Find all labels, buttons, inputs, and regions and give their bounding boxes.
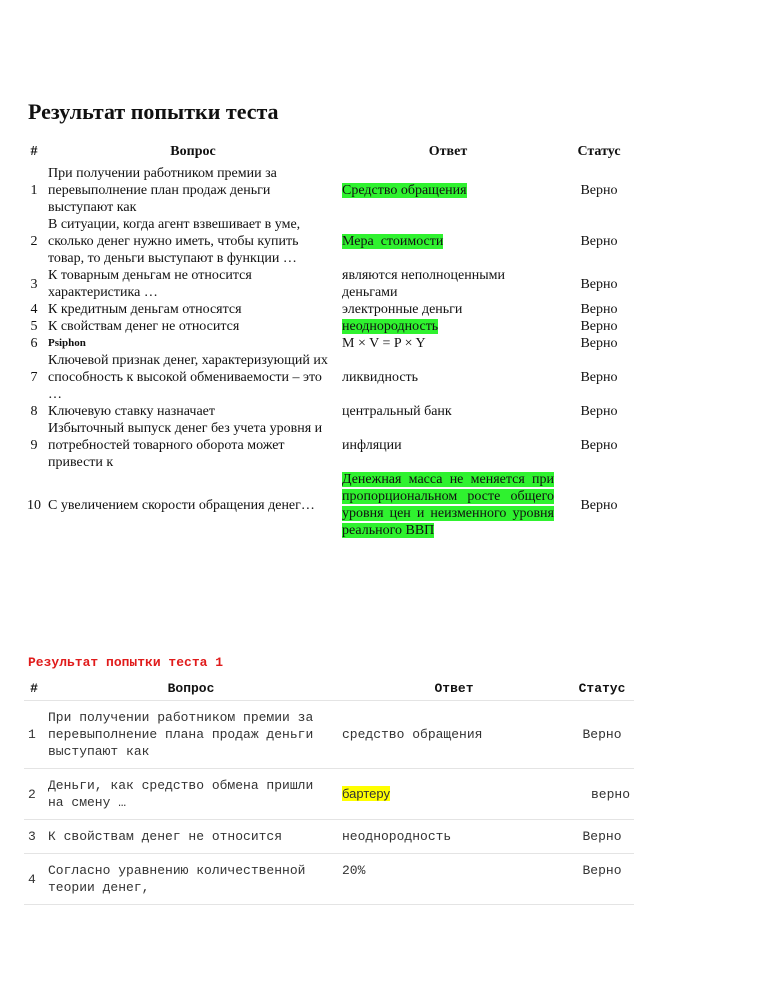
row-status: Верно: [570, 854, 634, 905]
header-answer: Ответ: [338, 676, 570, 701]
row-question: При получении работником премии за перевыполнение план продаж деньги выступают как: [48, 166, 277, 215]
header-status: Статус: [570, 676, 634, 701]
row-question: Psiphon: [48, 337, 86, 349]
row-num: 5: [30, 319, 38, 334]
section1-title: Результат попытки теста: [28, 99, 279, 124]
table-row: [24, 854, 634, 905]
row-question: К свойствам денег не относится: [44, 820, 338, 854]
row-status: Верно: [570, 820, 634, 854]
row-num: 9: [30, 438, 38, 453]
row-status: Верно: [580, 370, 618, 385]
table-header-row: [24, 676, 634, 701]
row-status: Верно: [580, 497, 618, 513]
answer-highlight: Мера стоимости: [342, 234, 444, 249]
row-answer: [340, 216, 556, 267]
header-num: #: [30, 143, 38, 159]
row-answer: [340, 165, 556, 216]
row-answer: [340, 318, 556, 335]
row-question: В ситуации, когда агент взвешивает в уме, сколько денег нужно иметь, чтобы купить товар, то деньги выступают в функции …: [48, 217, 301, 266]
row-num: 6: [30, 336, 38, 351]
row-question: К свойствам денег не относится: [48, 319, 240, 334]
header-num: #: [24, 676, 44, 701]
header-answer: Ответ: [428, 143, 468, 159]
row-question: Деньги, как средство обмена пришли на смену …: [44, 769, 338, 820]
table-row: [22, 301, 642, 318]
row-answer: 20%: [338, 854, 570, 905]
row-status: Верно: [580, 302, 618, 317]
row-answer: инфляции: [342, 438, 402, 453]
row-status: Верно: [580, 183, 618, 198]
row-status: Верно: [580, 336, 618, 351]
row-num: 10: [27, 497, 41, 513]
row-num: 1: [24, 701, 44, 769]
row-status: Верно: [580, 234, 618, 249]
row-question: С увеличением скорости обращения денег…: [48, 497, 315, 513]
answer-highlight: Денежная масса не меняется при пропорциональном росте общего уровня цен и неизменного уровня реального ВВП: [342, 472, 554, 538]
row-question: К кредитным деньгам относятся: [48, 302, 242, 317]
row-status: Верно: [580, 319, 618, 334]
row-status: верно: [570, 769, 634, 820]
section2-title: Результат попытки теста 1: [28, 655, 224, 670]
row-num: 1: [30, 183, 38, 198]
row-num: 4: [24, 854, 44, 905]
table-row: [22, 318, 642, 335]
row-status: Верно: [580, 438, 618, 453]
row-answer: центральный банк: [342, 404, 452, 419]
row-num: 2: [24, 769, 44, 820]
row-num: 8: [30, 404, 38, 419]
header-status: Статус: [577, 143, 621, 159]
row-answer: [340, 471, 556, 539]
table-row: [22, 165, 642, 216]
header-question: Вопрос: [170, 143, 216, 159]
table-row: [24, 820, 634, 854]
answer-highlight: неоднородность: [342, 319, 439, 334]
table-row: [22, 335, 642, 352]
row-question: При получении работником премии за перевыполнение плана продаж деньги выступают как: [44, 701, 338, 769]
row-status: Верно: [580, 404, 618, 419]
row-answer: ликвидность: [342, 370, 419, 385]
row-answer: являются неполноценными деньгами: [342, 268, 505, 300]
table-row: [22, 267, 642, 301]
header-question: Вопрос: [44, 676, 338, 701]
row-num: 7: [30, 370, 38, 385]
row-answer: средство обращения: [338, 701, 570, 769]
row-question: К товарным деньгам не относится характеристика …: [48, 268, 252, 300]
table-row: [22, 216, 642, 267]
row-num: 2: [30, 234, 38, 249]
row-num: 3: [30, 276, 38, 292]
table-row: [24, 701, 634, 769]
table-row: [22, 403, 642, 420]
row-question: Согласно уравнению количественной теории денег,: [44, 854, 338, 905]
row-answer: электронные деньги: [342, 302, 463, 317]
row-answer: неоднородность: [338, 820, 570, 854]
answer-highlight: бартеру: [342, 786, 390, 801]
table-row: [22, 352, 642, 403]
row-num: 4: [30, 302, 38, 317]
row-num: 3: [24, 820, 44, 854]
row-status: Верно: [580, 276, 618, 292]
results-table-2: [24, 676, 634, 905]
row-question: Ключевую ставку назначает: [48, 404, 215, 419]
answer-highlight: Средство обращения: [342, 183, 467, 198]
row-answer: M × V = P × Y: [342, 336, 426, 351]
table-row: [22, 471, 642, 539]
row-answer: [338, 769, 570, 820]
row-question: Ключевой признак денег, характеризующий их способность к высокой обмениваемости – это …: [48, 353, 328, 402]
table-row: [22, 420, 642, 471]
table-header-row: [22, 141, 642, 165]
row-question: Избыточный выпуск денег без учета уровня и потребностей товарного оборота может привести к: [48, 421, 323, 470]
results-table-1: [22, 141, 642, 539]
table-row: [24, 769, 634, 820]
row-status: Верно: [570, 701, 634, 769]
